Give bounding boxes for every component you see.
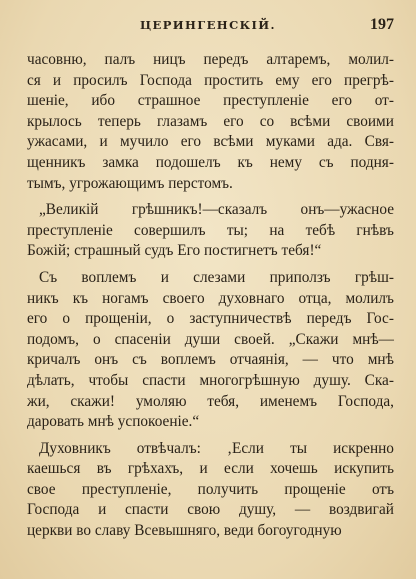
running-title: ЦЕРИНГЕНСКІЙ.	[140, 18, 276, 32]
page-header	[0, 18, 416, 40]
paragraph	[27, 439, 394, 542]
text-line: кричалъ онъ съ воплемъ отчаянія, — что мнѣ	[27, 351, 394, 369]
text-line: дѣлать, чтобы спасти многогрѣшную душу. Ска-	[27, 371, 394, 389]
text-line: его о прощеніи, о заступничествѣ передъ Гос-	[27, 310, 394, 328]
text-line: Господа и спасти свою душу, — воздвигай	[27, 501, 394, 519]
text-line: свое преступленіе, получить прощеніе отъ	[27, 480, 394, 498]
text-line: часовню, палъ ницъ передъ алтаремъ, молил-	[27, 51, 394, 68]
paragraph	[27, 200, 394, 262]
text-line: каешься въ грѣхахъ, и если хочешь искупить	[27, 460, 394, 478]
page-number: 197	[370, 16, 394, 33]
text-line: никъ къ ногамъ своего духовнаго отца, молилъ	[27, 289, 394, 307]
text-line: подомъ, о спасеніи души своей. „Скажи мнѣ—	[27, 330, 394, 348]
text-line: Съ воплемъ и слезами приползъ грѣш-	[39, 268, 394, 286]
text-line: церкви во славу Всевышняго, веди богоугодную	[27, 522, 342, 540]
paragraph	[27, 268, 394, 433]
paragraph	[27, 50, 394, 194]
text-line: Божій; страшный судъ Его постигнетъ тебя!“	[27, 242, 322, 260]
text-line: щенникъ замка подошелъ къ нему съ подня-	[27, 153, 394, 171]
text-line: шеніе, ибо страшное преступленіе его от-	[27, 92, 394, 110]
text-line: преступленіе совершилъ ты; на тебѣ гнѣвъ	[27, 221, 394, 239]
text-line: ужасами, и мучило его всѣми муками ада. Свя-	[27, 133, 394, 151]
text-line: тымъ, угрожающимъ перстомъ.	[27, 174, 233, 192]
text-line: ся и просилъ Господа простить ему его прегрѣ-	[27, 71, 394, 89]
body-text	[27, 50, 394, 542]
text-line: жи, скажи! умоляю тебя, именемъ Господа,	[27, 392, 394, 410]
text-line: крылось теперь глазамъ его со всѣми своими	[27, 112, 394, 130]
text-line: даровать мнѣ успокоеніе.“	[27, 413, 200, 431]
text-line: Духовникъ отвѣчалъ: ‚Если ты искренно	[39, 439, 394, 457]
text-line: „Великій грѣшникъ!—сказалъ онъ—ужасное	[39, 201, 394, 219]
